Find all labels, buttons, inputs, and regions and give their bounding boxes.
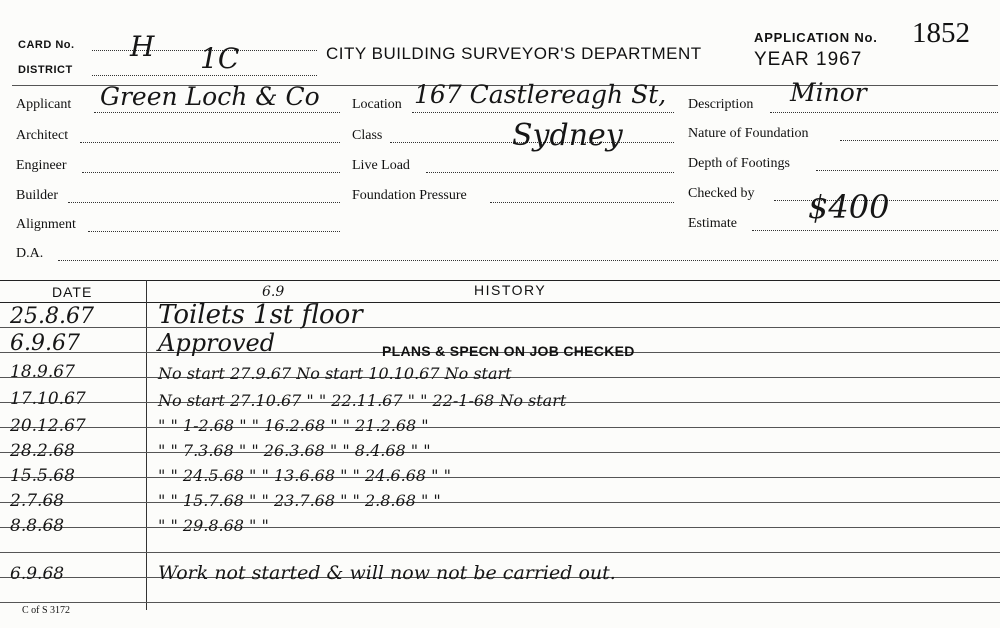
class-label: Class [352,128,383,143]
history-entry: " " 29.8.68 " " [158,516,269,535]
district-line [92,75,317,76]
application-label: APPLICATION No. [754,30,878,45]
history-row [0,510,1000,535]
builder-label: Builder [16,188,58,203]
history-date: 25.8.67 [10,304,94,329]
row-rule [0,602,1000,603]
nature-of-foundation-line [840,140,998,141]
engineer-label: Engineer [16,158,67,173]
card-no-value: 1C [200,42,240,75]
history-entry: " " 1-2.68 " " 16.2.68 " " 21.2.68 " [158,416,429,435]
history-row [0,460,1000,485]
history-date: 2.7.68 [10,491,65,511]
history-row [0,485,1000,510]
card-no-label: CARD No. [18,39,75,51]
district-value: H [130,30,155,63]
history-date: 6.9.67 [10,331,80,356]
history-row [0,385,1000,410]
location-label: Location [352,97,402,112]
da-line [58,260,998,261]
history-entry: No start 27.10.67 " " 22.11.67 " " 22-1-68 No start [158,391,567,410]
foundation-pressure-label: Foundation Pressure [352,188,467,203]
location-line [412,112,674,113]
district-label: DISTRICT [18,64,73,76]
history-header: HISTORY [474,282,547,298]
history-row [0,360,1000,385]
live-load-line [426,172,674,173]
description-value: Minor [790,78,867,107]
form-number: C of S 3172 [22,605,71,616]
approval-stamp: PLANS & SPECN ON JOB CHECKED [382,343,635,359]
estimate-value: $400 [808,188,890,226]
nature-of-foundation-label: Nature of Foundation [688,126,809,141]
history-entry: " " 7.3.68 " " 26.3.68 " " 8.4.68 " " [158,441,431,460]
year-label: YEAR 1967 [754,49,863,70]
row-rule [0,552,1000,553]
live-load-label: Live Load [352,158,410,173]
history-date: 8.8.68 [10,516,65,536]
estimate-line [752,230,998,231]
history-date: 28.2.68 [10,441,75,461]
applicant-label: Applicant [16,97,72,112]
depth-of-footings-line [816,170,998,171]
architect-line [80,142,340,143]
history-entry: Work not started & will now not be carried out. [158,562,616,584]
location-city-value: Sydney [512,118,623,153]
depth-of-footings-label: Depth of Footings [688,156,790,171]
architect-label: Architect [16,128,69,143]
history-row [0,558,1000,583]
description-line [770,112,998,113]
history-top-rule [0,280,1000,281]
foundation-pressure-line [490,202,674,203]
history-entry: " " 15.7.68 " " 23.7.68 " " 2.8.68 " " [158,491,441,510]
estimate-label: Estimate [688,216,737,231]
history-entry: Toilets 1st floor [158,300,363,330]
department-title: CITY BUILDING SURVEYOR'S DEPARTMENT [326,44,702,63]
history-entry: No start 27.9.67 No start 10.10.67 No start [158,364,512,383]
history-date: 18.9.67 [10,362,75,382]
da-label: D.A. [16,246,44,261]
history-row [0,329,1000,359]
applicant-line [94,112,340,113]
applicant-value: Green Loch & Co [100,82,320,111]
checked-by-label: Checked by [688,186,755,201]
history-date: 15.5.68 [10,466,75,486]
application-number: 1852 [912,17,970,49]
alignment-line [88,231,340,232]
history-note: 6.9 [262,284,285,300]
builder-line [68,202,340,203]
history-date: 6.9.68 [10,564,65,584]
history-date: 20.12.67 [10,416,86,436]
history-row [0,435,1000,460]
history-entry: " " 24.5.68 " " 13.6.68 " " 24.6.68 " " [158,466,451,485]
engineer-line [82,172,340,173]
description-label: Description [688,97,754,112]
history-entry: Approved [158,329,276,357]
alignment-label: Alignment [16,217,76,232]
history-date: 17.10.67 [10,389,86,409]
date-header: DATE [52,284,93,300]
history-row [0,410,1000,435]
location-value: 167 Castlereagh St, [414,80,667,109]
